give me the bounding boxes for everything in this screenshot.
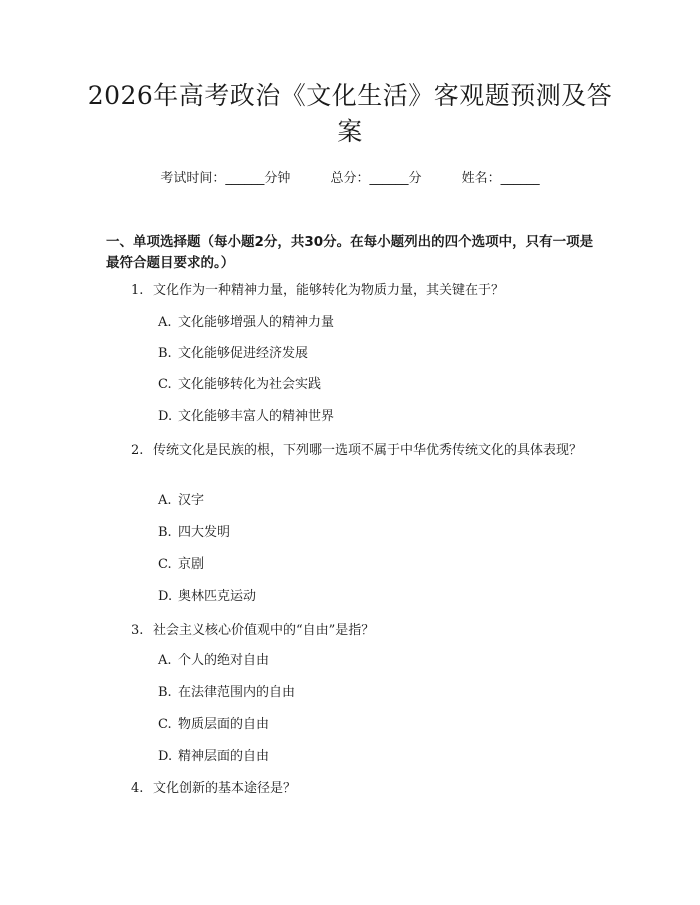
option-letter: D.: [158, 589, 173, 604]
option-text: 京剧: [178, 557, 205, 572]
question-2-option-b: [158, 523, 598, 543]
document-title: 2026年高考政治《文化生活》客观题预测及答案: [87, 81, 613, 146]
question-text: 文化创新的基本途径是？: [153, 781, 297, 796]
option-letter: D.: [158, 749, 173, 764]
option-text: 在法律范围内的自由: [178, 685, 296, 700]
question-3-option-b: [158, 683, 598, 703]
question-number: 1.: [131, 283, 144, 298]
question-number: 4.: [131, 781, 144, 796]
option-text: 奥林匹克运动: [178, 589, 257, 604]
exam-info-row: [0, 170, 700, 188]
question-3: [106, 620, 600, 641]
student-name-field: 姓名：______: [461, 171, 540, 186]
option-letter: B.: [158, 685, 172, 700]
question-3-option-d: [158, 747, 598, 767]
option-letter: B.: [158, 525, 172, 540]
question-1-option-c: [158, 375, 598, 395]
option-letter: B.: [158, 346, 172, 361]
section-heading: 一、单项选择题（每小题2分，共30分。在每小题列出的四个选项中，只有一项是最符合题目要求的。）: [106, 234, 594, 271]
option-text: 四大发明: [178, 525, 231, 540]
question-2-option-a: [158, 491, 598, 511]
option-text: 汉字: [178, 493, 205, 508]
question-2-option-c: [158, 555, 598, 575]
question-1-option-b: [158, 344, 598, 364]
option-text: 文化能够增强人的精神力量: [178, 315, 335, 330]
question-2-option-d: [158, 587, 598, 607]
question-1-option-a: [158, 313, 598, 333]
question-text: 传统文化是民族的根，下列哪一选项不属于中华优秀传统文化的具体表现？: [153, 443, 583, 458]
option-letter: D.: [158, 409, 173, 424]
option-letter: C.: [158, 557, 172, 572]
total-score-field: 总分：______分: [330, 171, 422, 186]
option-text: 个人的绝对自由: [178, 653, 270, 668]
question-3-option-a: [158, 651, 598, 671]
option-text: 文化能够转化为社会实践: [178, 377, 322, 392]
option-letter: C.: [158, 377, 172, 392]
option-letter: A.: [158, 315, 172, 330]
option-letter: A.: [158, 493, 172, 508]
option-letter: A.: [158, 653, 172, 668]
question-number: 3.: [131, 623, 144, 638]
question-text: 文化作为一种精神力量，能够转化为物质力量，其关键在于？: [153, 283, 505, 298]
question-1-option-d: [158, 407, 598, 427]
question-1: [106, 280, 600, 301]
exam-time-field: 考试时间：______分钟: [160, 171, 291, 186]
option-text: 精神层面的自由: [178, 749, 270, 764]
option-text: 物质层面的自由: [178, 717, 270, 732]
option-letter: C.: [158, 717, 172, 732]
question-text: 社会主义核心价值观中的“自由”是指？: [153, 623, 375, 638]
question-3-option-c: [158, 715, 598, 735]
question-4: [106, 778, 600, 799]
option-text: 文化能够丰富人的精神世界: [178, 409, 335, 424]
question-number: 2.: [131, 443, 144, 458]
question-2: [106, 440, 600, 461]
option-text: 文化能够促进经济发展: [178, 346, 309, 361]
